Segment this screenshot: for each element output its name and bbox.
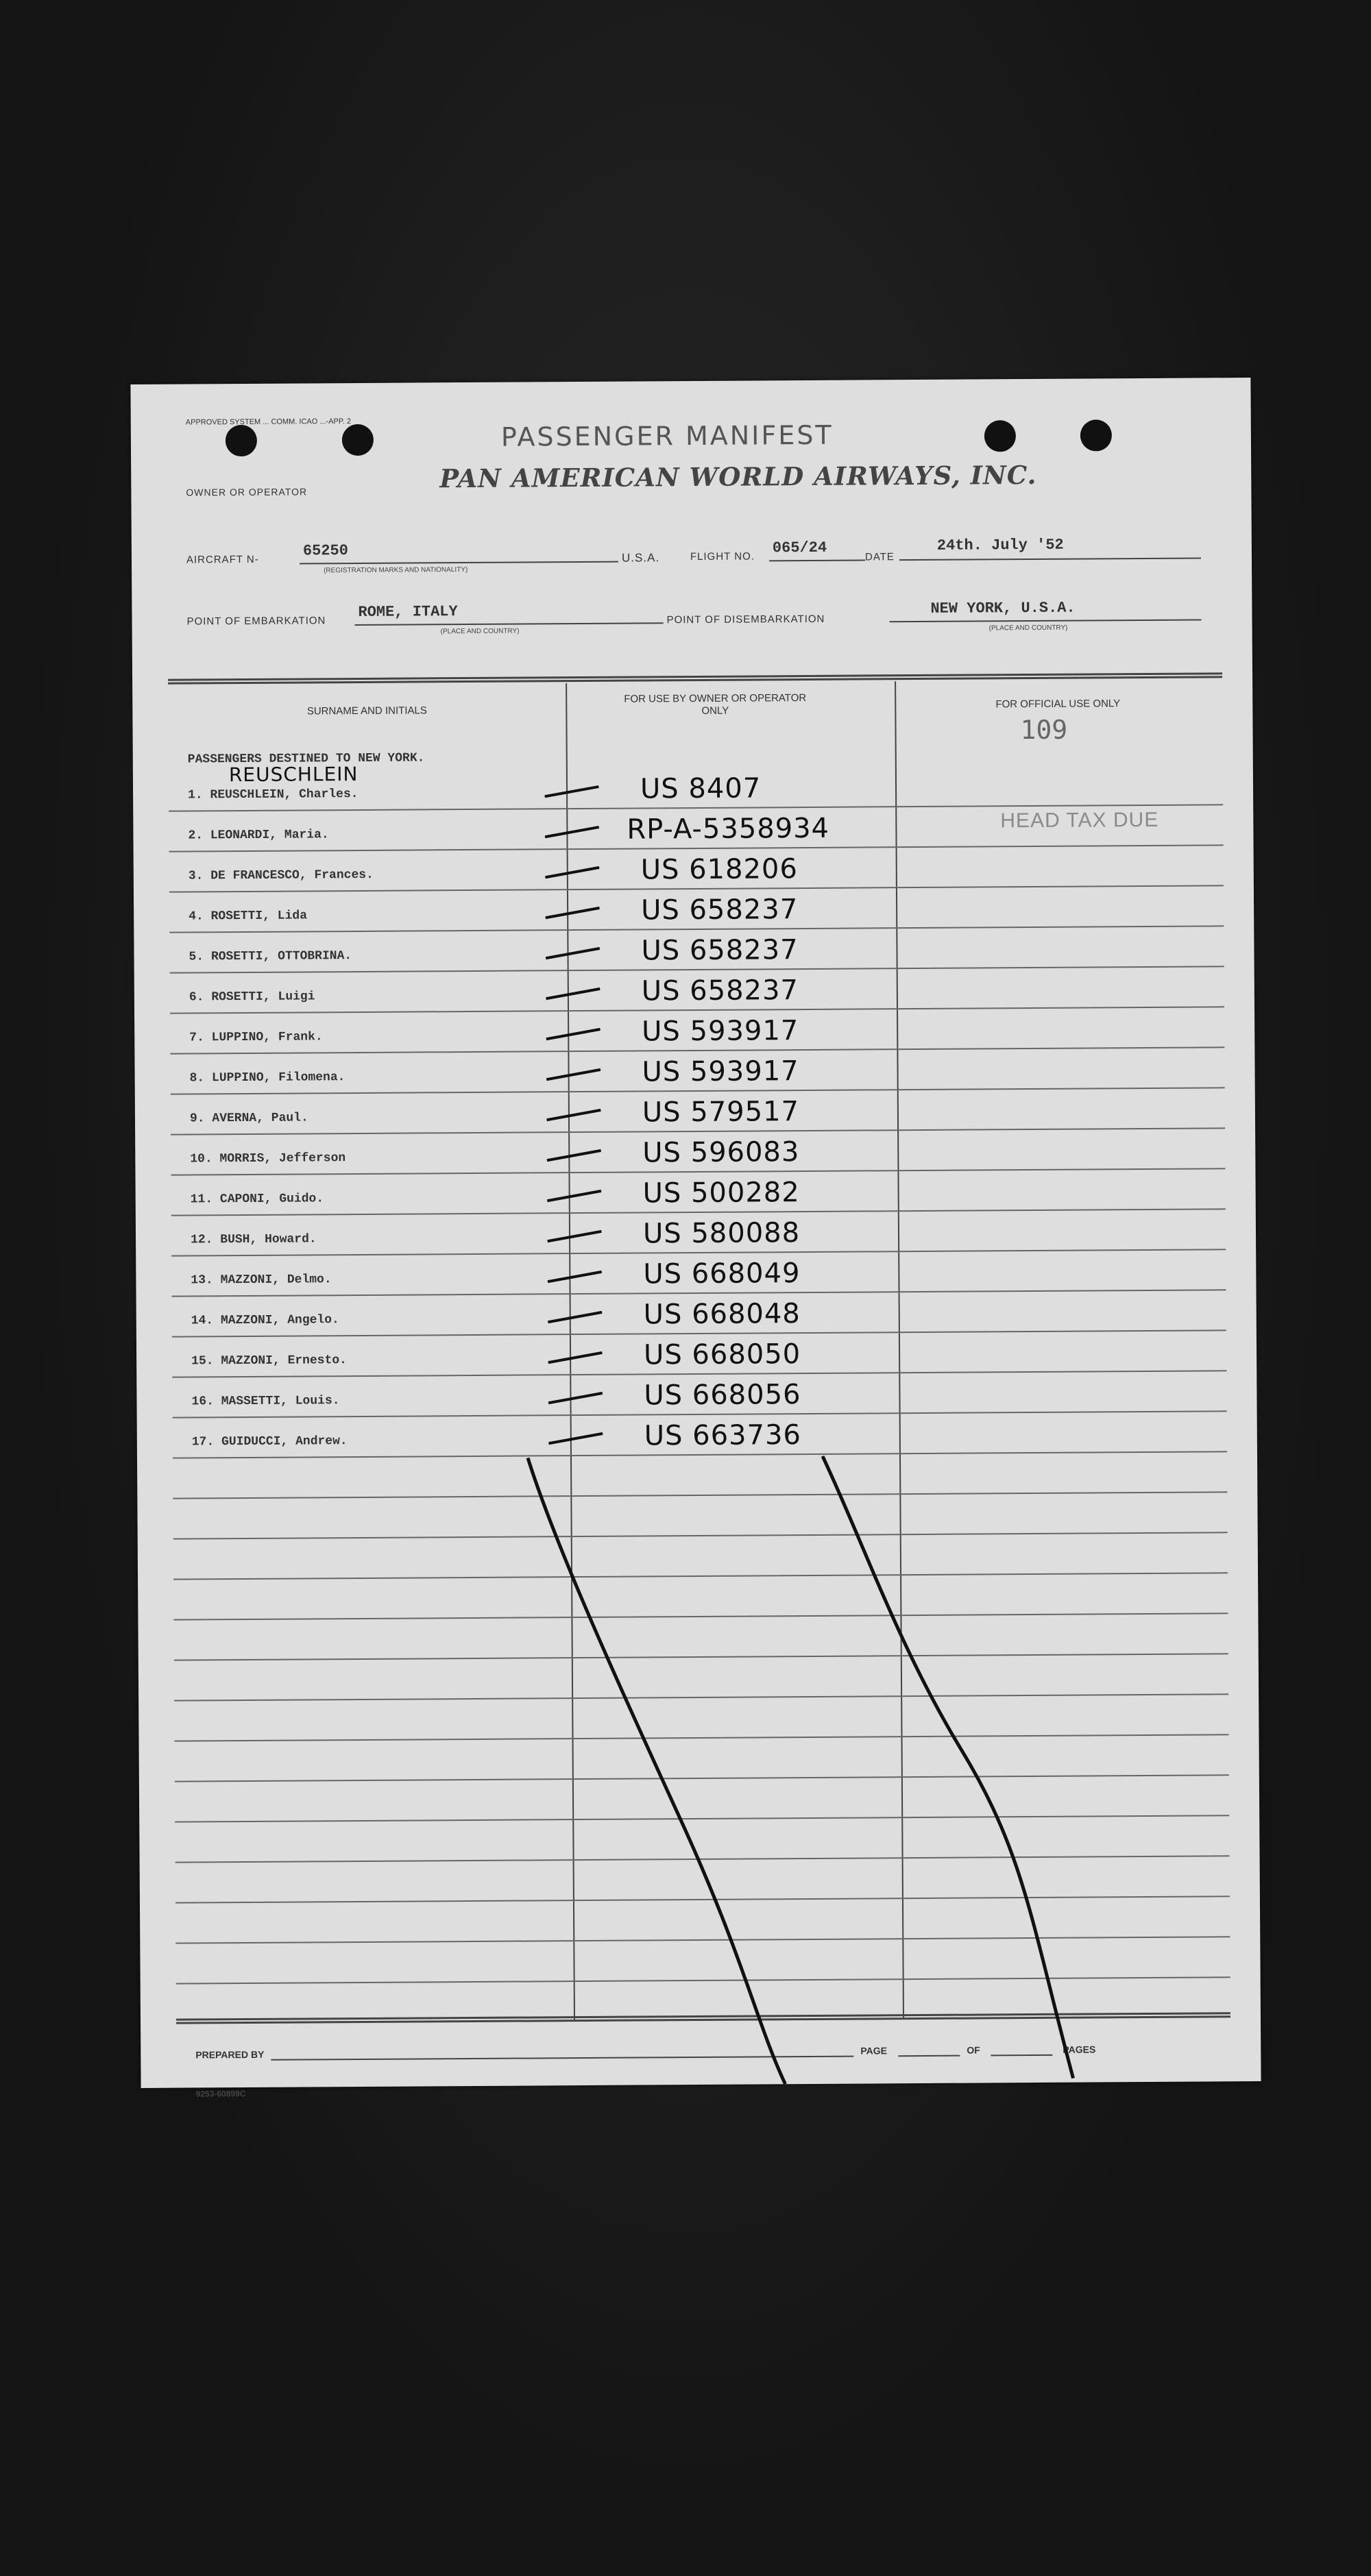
punch-hole-right-2 [1080,419,1112,451]
page-title: PASSENGER MANIFEST [500,419,834,452]
aircraft-value: 65250 [302,542,349,560]
row-rule [173,1451,1227,1458]
form-number: 9253-60899C [195,2089,246,2099]
embarkation-value: ROME, ITALY [358,603,458,621]
of-line [991,2054,1052,2057]
ink-tick-mark [548,1432,603,1445]
row-rule [170,966,1224,973]
ink-tick-mark [547,1230,601,1242]
row-rule [173,1612,1228,1620]
punch-hole-right-1 [984,420,1016,452]
prepared-by-label: PREPARED BY [195,2048,265,2061]
ink-tick-mark [546,1109,600,1121]
passenger-name: 8. LUPPINO, Filomena. [189,1070,345,1085]
date-line [899,557,1201,561]
handwritten-name-correction: REUSCHLEIN [228,762,359,787]
ink-tick-mark [547,1190,601,1202]
ink-tick-mark [545,826,599,838]
passenger-name: 13. MAZZONI, Delmo. [191,1273,332,1288]
header-double-rule [168,672,1222,684]
row-rule [175,1896,1230,1903]
date-value: 24th. July '52 [936,536,1064,554]
row-rule [175,1855,1230,1863]
handwritten-passport-number: RP-A-5358934 [627,812,830,846]
flight-line [769,559,865,561]
handwritten-passport-number: US 668056 [644,1379,801,1412]
flight-value: 065/24 [772,539,827,557]
ink-tick-mark [548,1311,602,1323]
row-rule [175,1936,1230,1943]
row-rule [171,1249,1226,1256]
row-rule [170,1046,1224,1054]
handwritten-passport-number: US 593917 [642,1015,799,1048]
handwritten-passport-number: US 596083 [642,1136,800,1169]
row-rule [169,844,1224,852]
footer-double-rule [176,2012,1230,2024]
country-label: U.S.A. [621,551,660,565]
handwritten-passport-number: US 658237 [641,934,799,967]
punch-hole-left-2 [342,424,374,456]
pages-label: PAGES [1063,2044,1096,2055]
passenger-name: 14. MAZZONI, Angelo. [191,1313,339,1328]
date-label: DATE [864,551,895,563]
airline-name: PAN AMERICAN WORLD AIRWAYS, INC. [439,459,1037,494]
ink-tick-mark [548,1392,603,1404]
embarkation-sublabel: (PLACE AND COUNTRY) [440,627,520,636]
row-rule [173,1572,1228,1580]
passenger-name: 3. DE FRANCESCO, Frances. [188,868,374,883]
page-line [898,2055,960,2057]
passenger-name: 7. LUPPINO, Frank. [189,1030,323,1045]
ink-tick-mark [548,1271,602,1283]
row-rule [173,1491,1227,1499]
passenger-name: 17. GUIDUCCI, Andrew. [191,1434,348,1449]
passenger-name: 10. MORRIS, Jefferson [190,1151,346,1166]
approved-stamp: APPROVED SYSTEM ... COMM. ICAO ...-APP. 2 [185,417,352,427]
destined-heading: PASSENGERS DESTINED TO NEW YORK. [187,751,425,767]
manifest-sheet [130,378,1261,2099]
ink-tick-mark [548,1351,602,1364]
flight-label: FLIGHT NO. [690,550,755,563]
punch-hole-left-1 [226,425,257,456]
official-number: 109 [1020,714,1068,746]
row-rule [173,1532,1228,1539]
handwritten-passport-number: US 618206 [640,853,798,886]
handwritten-passport-number: US 500282 [642,1177,800,1210]
row-rule [169,885,1224,892]
col-header-surname: SURNAME AND INITIALS [306,704,427,717]
passenger-name: 5. ROSETTI, OTTOBRINA. [189,949,352,964]
ink-tick-mark [544,785,598,798]
disembarkation-sublabel: (PLACE AND COUNTRY) [988,624,1068,633]
ink-tick-mark [546,988,600,1000]
handwritten-passport-number: US 593917 [642,1055,799,1088]
disembarkation-line [890,619,1202,622]
row-rule [170,1006,1224,1014]
ink-tick-mark [545,907,599,919]
head-tax-stamp: HEAD TAX DUE [1000,808,1159,833]
col-header-owner-use: FOR USE BY OWNER OR OPERATOR ONLY [624,692,807,717]
row-rule [175,1774,1229,1782]
passenger-name: 1. REUSCHLEIN, Charles. [188,787,359,802]
aircraft-line [300,561,618,565]
col-header-official-use: FOR OFFICIAL USE ONLY [995,698,1121,711]
passenger-name: 2. LEONARDI, Maria. [188,828,329,843]
row-rule [171,1168,1225,1175]
passenger-name: 16. MASSETTI, Louis. [191,1394,340,1409]
passenger-name: 15. MAZZONI, Ernesto. [191,1353,348,1369]
aircraft-sublabel: (REGISTRATION MARKS AND NATIONALITY) [324,566,468,575]
handwritten-passport-number: US 668049 [643,1258,801,1290]
disembarkation-label: POINT OF DISEMBARKATION [666,613,825,626]
passenger-name: 9. AVERNA, Paul. [189,1111,308,1126]
passenger-name: 12. BUSH, Howard. [190,1232,317,1247]
handwritten-passport-number: US 663736 [644,1419,802,1452]
handwritten-passport-number: US 579517 [642,1096,800,1129]
prepared-by-line [271,2056,853,2061]
row-rule [172,1370,1226,1377]
embarkation-label: POINT OF EMBARKATION [186,615,326,628]
handwritten-passport-number: US 668048 [643,1298,801,1331]
handwritten-passport-number: US 668050 [643,1338,801,1371]
row-rule [175,1815,1229,1822]
ink-tick-mark [546,1028,600,1040]
of-label: OF [967,2044,980,2056]
page-label: PAGE [860,2045,887,2057]
row-rule [172,1289,1226,1297]
row-rule [171,1087,1225,1094]
row-rule [173,1410,1227,1418]
row-rule [174,1653,1228,1660]
ink-tick-mark [545,866,599,879]
row-rule [169,925,1224,933]
row-rule [171,1208,1226,1216]
disembarkation-value: NEW YORK, U.S.A. [930,599,1076,617]
row-rule [171,1127,1225,1135]
row-rule [176,1976,1230,1984]
row-rule [172,1329,1226,1337]
ink-tick-mark [546,1068,600,1081]
aircraft-label: AIRCRAFT N- [186,553,259,566]
passenger-name: 11. CAPONI, Guido. [190,1192,324,1207]
ink-tick-mark [547,1149,601,1162]
owner-label: OWNER OR OPERATOR [186,486,308,498]
ink-tick-mark [546,947,600,959]
passenger-name: 4. ROSETTI, Lida [189,909,308,924]
embarkation-line [355,622,664,626]
row-rule [175,1734,1229,1741]
handwritten-passport-number: US 658237 [641,974,799,1007]
passenger-name: 6. ROSETTI, Luigi [189,990,315,1005]
handwritten-passport-number: US 8407 [640,772,762,805]
handwritten-passport-number: US 658237 [640,894,799,927]
handwritten-passport-number: US 580088 [642,1217,801,1250]
row-rule [174,1693,1228,1701]
